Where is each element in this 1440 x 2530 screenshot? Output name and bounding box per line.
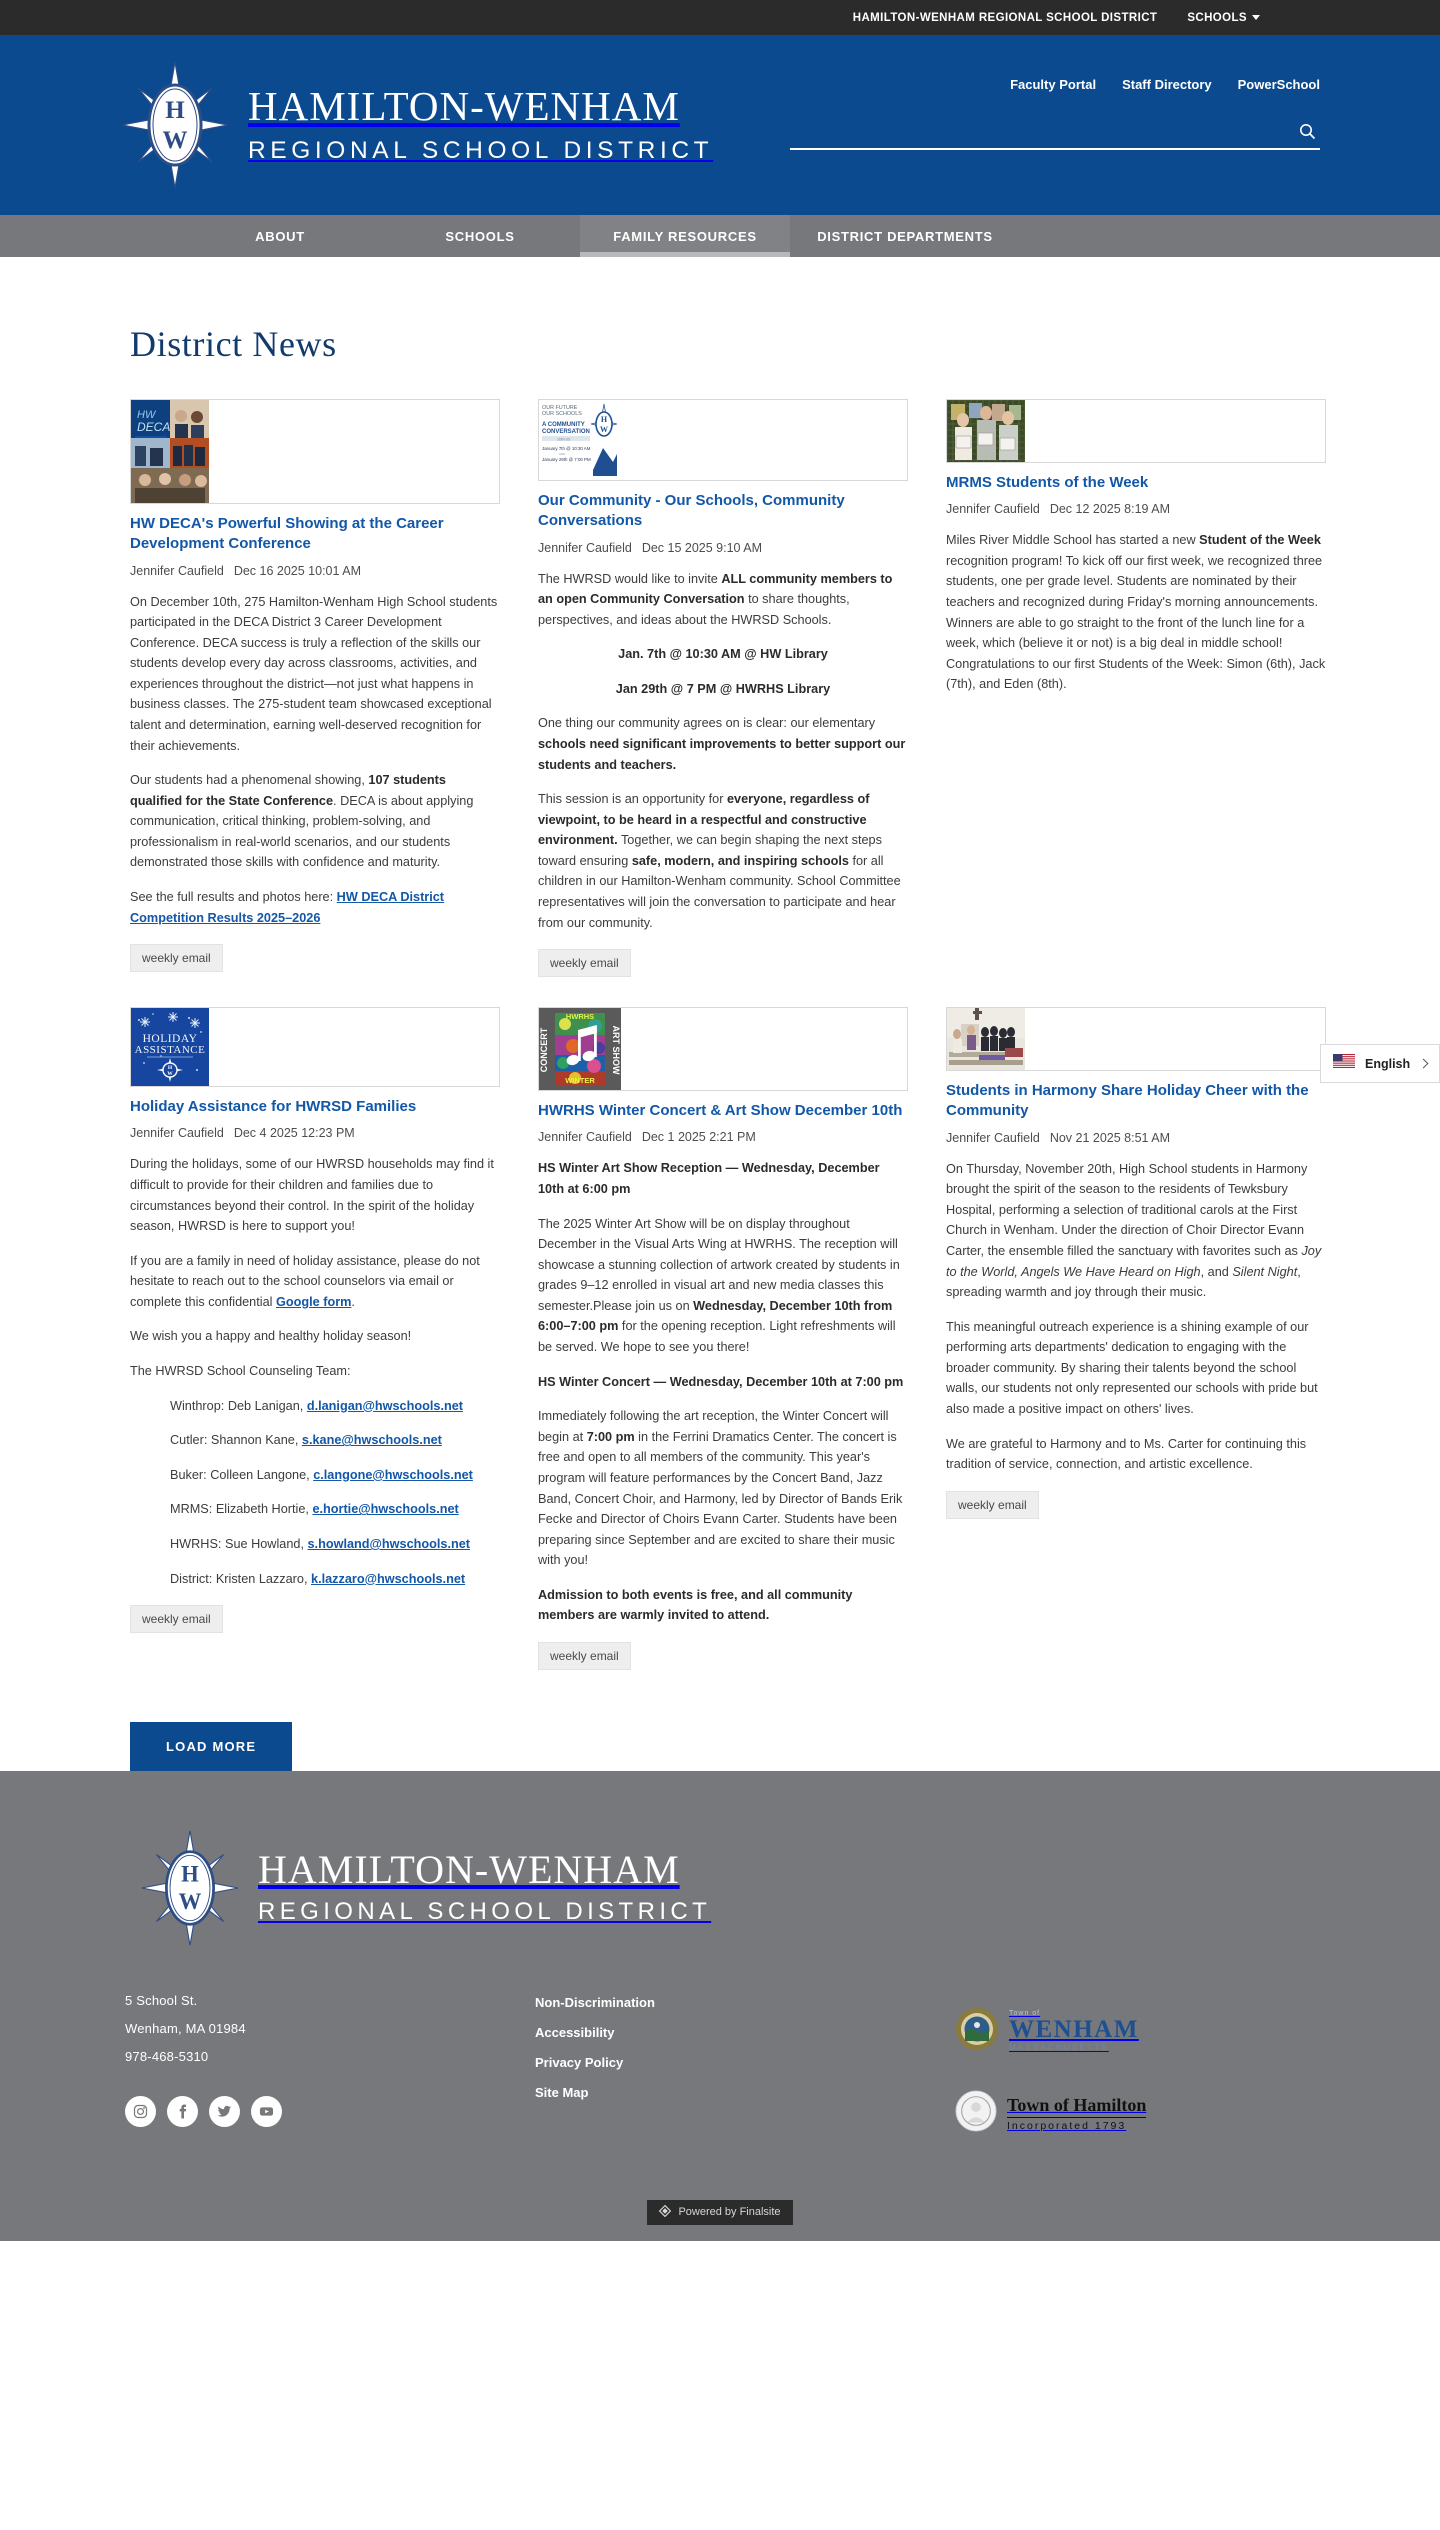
news-article (946, 1007, 1326, 1519)
footer-link-accessibility[interactable]: Accessibility (535, 2024, 615, 2040)
article-paragraph (130, 592, 500, 757)
footer-address-column (125, 1993, 535, 2140)
article-paragraph (538, 644, 908, 665)
article-italic-text: Joy to the World, Angels We Have Heard on High (946, 1243, 1322, 1279)
article-text: to share thoughts, perspectives, and ideas about the HWRSD Schools. (538, 592, 850, 627)
article-title-link[interactable]: Our Community - Our Schools, Community Conversations (538, 492, 845, 530)
article-paragraph (538, 679, 908, 700)
article-text: MRMS: Elizabeth Hortie, (170, 1502, 313, 1517)
footer-columns (125, 1993, 1440, 2140)
footer-links-column (535, 1993, 955, 2140)
article-text: During the holidays, some of our HWRSD households may find it difficult to provide for their children and families due to circumstances beyond their control. In the spirit of the holiday season, HWRSD is here to support you! (130, 1157, 494, 1234)
youtube-icon[interactable] (251, 2096, 282, 2127)
article-thumbnail-holiday[interactable] (130, 1007, 500, 1087)
article-meta (538, 541, 908, 555)
svg-text:AND: AND (559, 452, 566, 456)
news-article (946, 399, 1326, 709)
article-bold-text: Admission to both events is free, and all community members are warmly invited to attend. (538, 1587, 853, 1623)
article-paragraph (170, 1534, 500, 1555)
article-text: The 2025 Winter Art Show will be on display throughout December in the Visual Arts Wing at HWRHS. The reception will showcase a stunning collection of artwork created by students in grades 9–12 enrolled in visual art and new media classes this semester.Please join us on (538, 1216, 900, 1313)
article-paragraph (946, 530, 1326, 695)
town-of-hamilton-logo[interactable] (955, 2090, 1146, 2137)
svg-text:A COMMUNITY: A COMMUNITY (542, 422, 585, 428)
page-title: District News (130, 324, 337, 364)
article-text: The HWRSD School Counseling Team: (130, 1364, 351, 1379)
footer-logo-link[interactable] (140, 1829, 1440, 1947)
article-paragraph (170, 1499, 500, 1520)
svg-text:HOLIDAY: HOLIDAY (142, 1033, 198, 1046)
footer-link-privacy-policy[interactable]: Privacy Policy (535, 2054, 624, 2070)
powerschool-link[interactable]: PowerSchool (1237, 77, 1320, 92)
svg-text:OUR SCHOOLS: OUR SCHOOLS (542, 411, 582, 417)
wenham-seal-icon (955, 2007, 999, 2056)
article-tag-weekly-email[interactable]: weekly email (130, 944, 223, 972)
district-logo-link[interactable] (120, 60, 713, 190)
article-date: Nov 21 2025 8:51 AM (1049, 1130, 1171, 1145)
language-selector[interactable] (1320, 1044, 1440, 1083)
svg-text:W: W (162, 127, 188, 154)
powered-by-label: Powered by Finalsite (678, 2206, 781, 2219)
brand-subtitle: REGIONAL SCHOOL DISTRICT (248, 136, 714, 164)
article-bold-text: ALL community members to an open Community Conversation (538, 571, 893, 607)
news-article (130, 1007, 500, 1633)
article-date: Dec 4 2025 12:23 PM (233, 1126, 355, 1141)
article-text: . (351, 1294, 355, 1309)
svg-text:W: W (600, 425, 608, 434)
article-paragraph (538, 789, 908, 933)
article-paragraph (538, 1158, 908, 1199)
article-paragraph (130, 887, 500, 928)
site-footer (0, 1771, 1440, 2241)
article-text: Miles River Middle School has started a new (946, 533, 1200, 548)
svg-text:W: W (167, 1071, 173, 1078)
svg-text:H: H (181, 1861, 199, 1887)
article-thumbnail-community[interactable] (538, 399, 908, 481)
article-body (946, 1159, 1326, 1475)
article-body (538, 1158, 908, 1626)
svg-text:H: H (600, 415, 608, 424)
footer-street: 5 School St. (125, 1992, 198, 2008)
article-meta (946, 502, 1326, 516)
svg-text:ASSISTANCE: ASSISTANCE (134, 1044, 206, 1057)
language-label: English (1365, 1056, 1411, 1071)
article-italic-text: Silent Night (1232, 1264, 1298, 1279)
staff-directory-link[interactable]: Staff Directory (1122, 77, 1212, 92)
footer-city-state-zip: Wenham, MA 01984 (125, 2020, 246, 2036)
svg-text:OUR FUTURE: OUR FUTURE (542, 405, 578, 411)
article-text: If you are a family in need of holiday assistance, please do not hesitate to reach out to the school counselors via email or complete this confidential (130, 1253, 480, 1309)
footer-town-logos (955, 1993, 1146, 2140)
article-tag-weekly-email[interactable]: weekly email (946, 1491, 1039, 1519)
svg-text:H: H (165, 97, 185, 124)
article-paragraph (946, 1434, 1326, 1475)
article-author: Jennifer Caufield (130, 1126, 224, 1141)
svg-text:HW: HW (137, 409, 156, 421)
utility-schools-dropdown[interactable] (1187, 12, 1260, 24)
article-text: Winthrop: Deb Lanigan, (170, 1398, 307, 1413)
article-bold-text: HS Winter Art Show Reception — Wednesday, December 10th at 6:00 pm (538, 1161, 880, 1196)
header-right-panel (790, 77, 1320, 150)
article-bold-text: safe, modern, and inspiring schools (631, 853, 849, 868)
svg-text:JOIN US: JOIN US (557, 437, 571, 442)
svg-text:CONVERSATION: CONVERSATION (542, 429, 590, 435)
article-paragraph (130, 1251, 500, 1313)
footer-phone: 978-468-5310 (125, 2048, 209, 2064)
footer-link-non-discrimination[interactable]: Non-Discrimination (535, 1994, 655, 2010)
search-input[interactable] (790, 116, 1295, 146)
article-paragraph (946, 1317, 1326, 1420)
svg-text:ART SHOW: ART SHOW (611, 1025, 621, 1075)
article-inline-link[interactable]: e.hortie@hwschools.net (312, 1502, 459, 1517)
article-paragraph (170, 1430, 500, 1451)
article-text: On December 10th, 275 Hamilton-Wenham High School students participated in the DECA District 3 Career Development Conference. DECA success is truly a reflection of the skills our students develop every day across classrooms, activities, and experiences throughout the district—not just what happens in business classes. The 275-student team showcased exceptional talent and determination, earning well-deserved recognition for their achievements. (130, 594, 498, 753)
article-author: Jennifer Caufield (130, 563, 224, 578)
instagram-icon[interactable] (125, 2096, 156, 2127)
masthead (0, 35, 1440, 215)
nav-item-schools[interactable]: SCHOOLS (445, 228, 515, 244)
article-paragraph (170, 1396, 500, 1417)
hw-compass-crest-icon (120, 60, 230, 190)
header-quick-links (790, 77, 1320, 92)
article-bold-text: Student of the Week (1199, 533, 1321, 548)
main-content (0, 257, 1440, 1771)
utility-bar (0, 0, 1440, 35)
article-thumbnail-harmony[interactable] (946, 1007, 1326, 1071)
search-icon (1299, 128, 1316, 143)
article-title-link[interactable]: Students in Harmony Share Holiday Cheer with the Community (946, 1082, 1309, 1120)
news-article (538, 399, 908, 977)
brand-title: HAMILTON-WENHAM (248, 83, 680, 130)
article-text: We are grateful to Harmony and to Ms. Carter for continuing this tradition of service, connection, and artistic excellence. (946, 1436, 1307, 1472)
article-paragraph (538, 1372, 908, 1393)
article-text: We wish you a happy and healthy holiday season! (130, 1329, 412, 1344)
article-meta (538, 1130, 908, 1144)
footer-link-site-map[interactable]: Site Map (535, 2084, 589, 2100)
article-tag-weekly-email[interactable]: weekly email (538, 949, 631, 977)
article-title-link[interactable]: MRMS Students of the Week (946, 474, 1149, 491)
hamilton-logo-subtitle: Incorporated 1793 (1007, 2119, 1127, 2132)
article-bold-text: 7:00 pm (586, 1429, 635, 1444)
wenham-logo-small-text: Town of (1009, 2010, 1041, 2018)
article-text: District: Kristen Lazzaro, (170, 1571, 312, 1586)
article-bold-text: everyone, regardless of viewpoint, to be heard in a respectful and constructive environment. (538, 792, 870, 848)
powered-by-bar (0, 2200, 1440, 2225)
svg-text:WINTER: WINTER (565, 1076, 595, 1086)
article-author: Jennifer Caufield (946, 502, 1040, 517)
article-text: recognition program! To kick off our first week, we recognized three students, one per grade level. Students are nominated by their teachers and recognized during Friday's morning announcements. Winners are able to go straight to the front of the lunch line for a week, which (believe it or not) is a big deal in middle school! Congratulations to our first Students of the Week: Simon (6th), Jack (7th), and Eden (8th). (946, 553, 1326, 692)
article-text: , spreading warmth and joy through their music. (946, 1264, 1301, 1300)
nav-item-about[interactable]: ABOUT (255, 228, 305, 244)
article-date: Dec 16 2025 10:01 AM (233, 563, 361, 578)
article-paragraph (130, 1361, 500, 1382)
svg-text:H: H (167, 1065, 173, 1072)
article-inline-link[interactable]: c.langone@hwschools.net (313, 1467, 473, 1482)
article-text: This meaningful outreach experience is a shining example of our performing arts departments' dedication to engaging with the broader community. By sharing their talents beyond the school walls, our students not only represented our schools with pride but also made a positive impact on others' lives. (946, 1319, 1318, 1417)
article-paragraph (130, 1154, 500, 1236)
article-text: One thing our community agrees on is clear: our elementary (538, 716, 876, 731)
search-bar (790, 114, 1320, 150)
article-thumbnail-mrms[interactable] (946, 399, 1326, 463)
article-text: The HWRSD would like to invite (538, 571, 722, 586)
article-inline-link[interactable]: s.howland@hwschools.net (307, 1536, 471, 1551)
load-more-container (130, 1722, 1440, 1771)
article-paragraph (538, 1406, 908, 1571)
article-paragraph (538, 569, 908, 631)
article-author: Jennifer Caufield (538, 1130, 632, 1145)
article-text: Our students had a phenomenal showing, (130, 773, 369, 788)
article-text: for all children in our Hamilton-Wenham community. School Committee representatives will join the conversation to participate and hear from our community. (538, 853, 901, 930)
article-text: Buker: Colleen Langone, (170, 1467, 314, 1482)
article-bold-text: HS Winter Concert — Wednesday, December 10th at 7:00 pm (538, 1374, 904, 1389)
article-text: for the opening reception. Light refreshments will be served. We hope to see you there! (538, 1319, 896, 1355)
footer-brand-subtitle: REGIONAL SCHOOL DISTRICT (258, 1898, 712, 1926)
article-title-link[interactable]: HW DECA's Powerful Showing at the Career Development Conference (130, 515, 444, 553)
article-title-link[interactable]: HWRHS Winter Concert & Art Show December 10th (538, 1102, 903, 1120)
utility-schools-label: SCHOOLS (1187, 11, 1247, 24)
article-inline-link[interactable]: s.kane@hwschools.net (301, 1433, 442, 1448)
article-text: See the full results and photos here: (130, 890, 337, 905)
article-paragraph (170, 1465, 500, 1486)
article-thumbnail-deca[interactable] (130, 399, 500, 504)
svg-text:CONCERT: CONCERT (539, 1027, 549, 1073)
search-button[interactable] (1295, 123, 1320, 140)
chevron-right-icon (1419, 1059, 1429, 1069)
article-text: On Thursday, November 20th, High School students in Harmony brought the spirit of the season to the residents of Tewksbury Hospital, performing a selection of traditional carols at the First Church in Wenham. Under the direction of Choir Director Evann Carter, the ensemble filled the sanctuary with favorites such as (946, 1161, 1308, 1258)
article-inline-link[interactable]: HW DECA District Competition Results 2025–2026 (130, 890, 445, 925)
article-bold-text: Jan. 7th @ 10:30 AM @ HW Library (618, 647, 828, 662)
hw-compass-crest-icon-footer (140, 1829, 240, 1947)
article-text: HWRHS: Sue Howland, (170, 1536, 308, 1551)
article-text: . DECA is about applying communication, critical thinking, problem-solving, and professionalism in real-world scenarios, and our students demonstrated those skills with confidence and maturity. (130, 793, 474, 870)
faculty-portal-link[interactable]: Faculty Portal (1010, 77, 1097, 92)
article-thumbnail-winter-concert[interactable] (538, 1007, 908, 1091)
nav-item-district-departments[interactable]: DISTRICT DEPARTMENTS (817, 228, 993, 244)
svg-text:W: W (178, 1888, 202, 1914)
hamilton-seal-icon (955, 2090, 997, 2137)
article-text: Immediately following the art reception, the Winter Concert will begin at (538, 1409, 889, 1444)
svg-text:January 7th @ 10:30 AM: January 7th @ 10:30 AM (542, 446, 591, 451)
article-meta (130, 1126, 500, 1140)
article-body (130, 1154, 500, 1589)
finalsite-logo-icon (659, 2205, 671, 2220)
twitter-icon[interactable] (209, 2096, 240, 2127)
article-paragraph (538, 1585, 908, 1626)
article-date: Dec 1 2025 2:21 PM (641, 1130, 756, 1145)
article-body (538, 569, 908, 934)
facebook-icon[interactable] (167, 2096, 198, 2127)
article-inline-link[interactable]: k.lazzaro@hwschools.net (311, 1571, 466, 1586)
svg-text:DECA: DECA (137, 420, 171, 434)
article-date: Dec 12 2025 8:19 AM (1049, 502, 1171, 517)
article-author: Jennifer Caufield (946, 1130, 1040, 1145)
article-inline-link[interactable]: d.lanigan@hwschools.net (306, 1398, 464, 1413)
article-bold-text: schools need significant improvements to better support our students and teachers. (538, 736, 906, 772)
article-tag-weekly-email[interactable]: weekly email (538, 1642, 631, 1670)
us-flag-icon (1333, 1054, 1355, 1073)
article-paragraph (130, 1326, 500, 1347)
powered-by-finalsite-link[interactable] (647, 2200, 792, 2225)
article-inline-link[interactable]: Google form (276, 1294, 352, 1309)
article-bold-text: Wednesday, December 10th from 6:00–7:00 pm (538, 1298, 893, 1334)
article-text: This session is an opportunity for (538, 792, 727, 807)
article-text: , and (1200, 1264, 1233, 1279)
svg-text:January 29th @ 7:00 PM: January 29th @ 7:00 PM (542, 457, 591, 462)
article-text: in the Ferrini Dramatics Center. The concert is free and open to all members of the community. This year's program will feature performances by the Concert Band, Jazz Band, Concert Choir, and Harmony, led by Director of Bands Erik Fecke and Director of Choirs Evann Carter. Students have been preparing since September and are excited to share their music with you! (538, 1429, 903, 1568)
article-title-link[interactable]: Holiday Assistance for HWRSD Families (130, 1098, 417, 1116)
news-article (538, 1007, 908, 1670)
article-body (130, 592, 500, 929)
footer-brand-title: HAMILTON-WENHAM (258, 1847, 680, 1893)
news-article (130, 399, 500, 972)
main-navigation (0, 215, 1440, 257)
article-paragraph (538, 713, 908, 775)
wenham-logo-subtitle: MASSACHUSETTS (1009, 2043, 1109, 2053)
article-paragraph (130, 770, 500, 873)
article-meta (130, 564, 500, 578)
news-grid (130, 399, 1440, 1700)
utility-district-link[interactable]: HAMILTON-WENHAM REGIONAL SCHOOL DISTRICT (852, 11, 1158, 24)
article-paragraph (170, 1569, 500, 1590)
article-author: Jennifer Caufield (538, 540, 632, 555)
footer-social-row (125, 2096, 535, 2127)
hamilton-logo-title: Town of Hamilton (1007, 2095, 1146, 2118)
article-bold-text: Jan 29th @ 7 PM @ HWRHS Library (615, 681, 831, 696)
article-meta (946, 1131, 1326, 1145)
article-paragraph (538, 1214, 908, 1358)
article-text: Cutler: Shannon Kane, (170, 1433, 302, 1448)
nav-item-family-resources[interactable]: FAMILY RESOURCES (580, 215, 790, 257)
article-paragraph (946, 1159, 1326, 1303)
load-more-button[interactable]: LOAD MORE (130, 1722, 292, 1771)
article-body (946, 530, 1326, 695)
article-bold-text: 107 students qualified for the State Conference (130, 773, 446, 808)
wenham-logo-title: WENHAM (1009, 2016, 1139, 2044)
article-tag-weekly-email[interactable]: weekly email (130, 1605, 223, 1633)
article-date: Dec 15 2025 9:10 AM (641, 540, 763, 555)
svg-text:HWRHS: HWRHS (565, 1012, 595, 1022)
town-of-wenham-logo[interactable] (955, 2007, 1146, 2056)
article-text: Together, we can begin shaping the next steps toward ensuring (538, 833, 882, 868)
chevron-down-icon (1252, 15, 1260, 20)
